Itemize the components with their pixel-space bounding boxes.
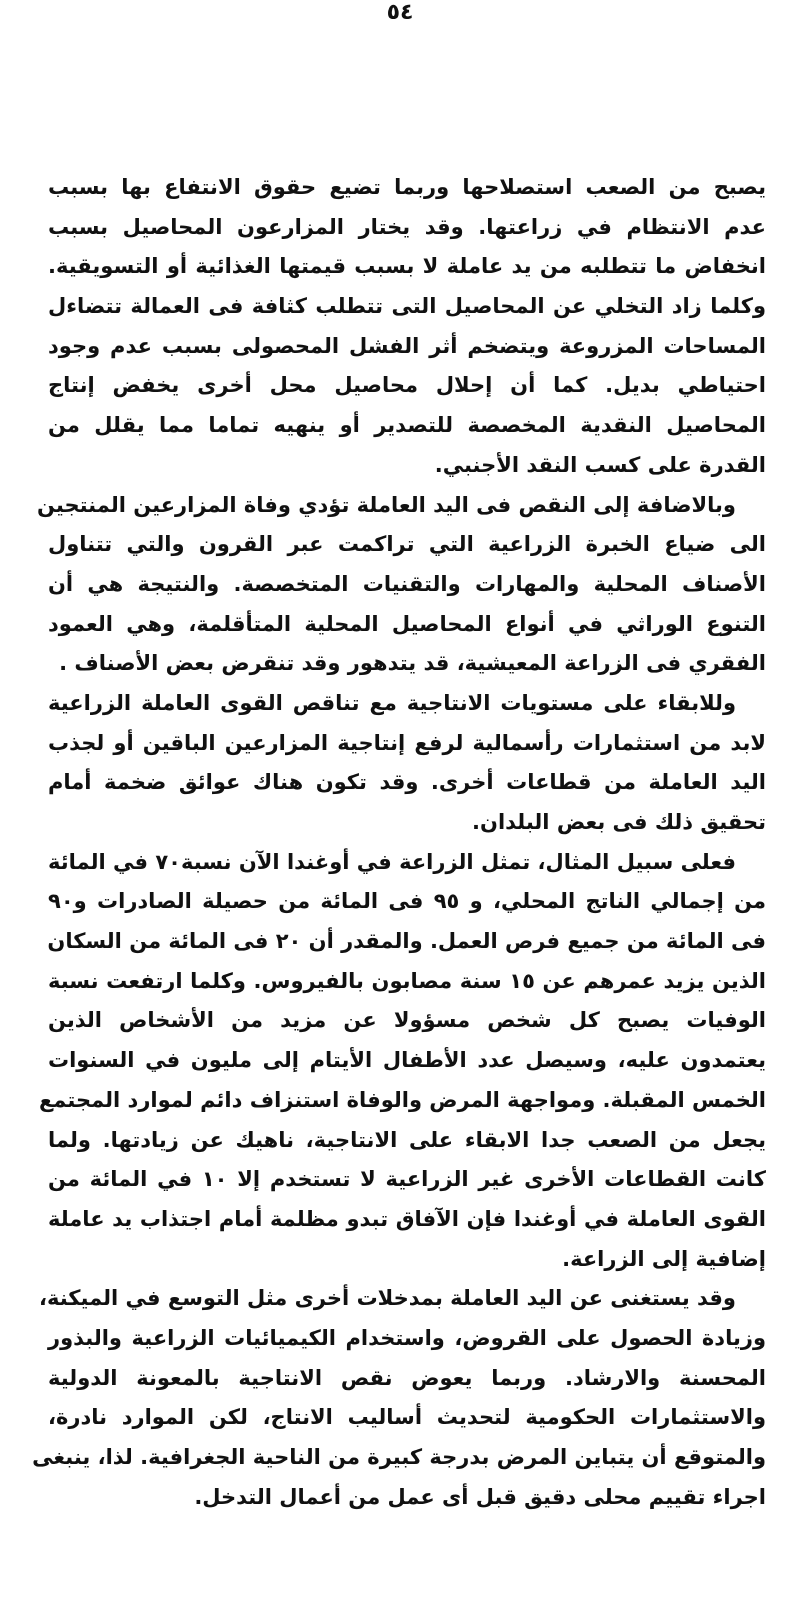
text-line: وبالاضافة إلى النقص فى اليد العاملة تؤدي وفاة المزارعين المنتجين (37, 492, 736, 517)
paragraph (32, 1279, 766, 1517)
text-line: يعتمدون عليه، وسيصل عدد الأطفال الأيتام إلى مليون في السنوات (48, 1048, 766, 1073)
paragraph (38, 843, 766, 1280)
text-line: يصبح من الصعب استصلاحها وربما تضيع حقوق الانتفاع بها بسبب (48, 175, 766, 199)
text-line: الى ضياع الخبرة الزراعية التي تراكمت عبر القرون والتي تتناول (48, 532, 766, 557)
paragraph (37, 486, 766, 684)
text-line: وللابقاء على مستويات الانتاجية مع تناقص القوى العاملة الزراعية (48, 690, 736, 715)
paragraph (48, 168, 766, 486)
text-line: فى المائة من جميع فرص العمل. والمقدر أن ٢٠ فى المائة من السكان (47, 929, 766, 954)
text-line: المحاصيل النقدية المخصصة للتصدير أو ينهيه تماما مما يقلل من (48, 413, 766, 438)
text-line: فعلى سبيل المثال، تمثل الزراعة في أوغندا الآن نسبة٧٠ في المائة (48, 849, 736, 874)
text-line: التنوع الوراثي في أنواع المحاصيل المحلية المتأقلمة، وهي العمود (48, 611, 766, 636)
text-line: انخفاض ما تتطلبه من يد عاملة لا بسبب قيمتها الغذائية أو التسويقية. (48, 254, 766, 279)
text-line: والمتوقع أن يتباين المرض بدرجة كبيرة من الناحية الجغرافية. لذا، ينبغى (32, 1445, 766, 1469)
text-line: الخمس المقبلة. ومواجهة المرض والوفاة استنزاف دائم لموارد المجتمع (38, 1087, 766, 1112)
text-line: الأصناف المحلية والمهارات والتقنيات المتخصصة. والنتيجة هي أن (48, 571, 766, 596)
text-line: عدم الانتظام في زراعتها. وقد يختار المزارعون المحاصيل بسبب (48, 214, 766, 239)
text-line: وقد يستغنى عن اليد العاملة بمدخلات أخرى مثل التوسع في الميكنة، (39, 1286, 736, 1311)
text-line: الوفيات يصبح كل شخص مسؤولا عن مزيد من الأشخاص الذين (48, 1008, 766, 1033)
text-line: الفقري فى الزراعة المعيشية، قد يتدهور وقد تنقرض بعض الأصناف . (59, 651, 766, 676)
text-line: يجعل من الصعب جدا الابقاء على الانتاجية، ناهيك عن زيادتها. ولما (48, 1127, 766, 1152)
text-line: من إجمالي الناتج المحلي، و ٩٥ فى المائة من حصيلة الصادرات و٩٠ (48, 889, 766, 914)
text-line: وكلما زاد التخلي عن المحاصيل التى تتطلب كثافة فى العمالة تتضاءل (48, 294, 766, 319)
text-line: اليد العاملة من قطاعات أخرى. وقد تكون هناك عوائق ضخمة أمام (48, 770, 766, 795)
text-line: احتياطي بديل. كما أن إحلال محاصيل محل أخرى يخفض إنتاج (48, 373, 766, 398)
text-line: والاستثمارات الحكومية لتحديث أساليب الانتاج، لكن الموارد نادرة، (48, 1405, 766, 1430)
text-line: القوى العاملة في أوغندا فإن الآفاق تبدو مظلمة أمام اجتذاب يد عاملة (48, 1206, 766, 1231)
text-line: تحقيق ذلك فى بعض البلدان. (472, 810, 766, 834)
text-line: الذين يزيد عمرهم عن ١٥ سنة مصابون بالفيروس. وكلما ارتفعت نسبة (48, 968, 766, 993)
text-line: اجراء تقييم محلى دقيق قبل أى عمل من أعمال التدخل. (194, 1484, 766, 1509)
text-line: المحسنة والارشاد. وربما يعوض نقص الانتاجية بالمعونة الدولية (48, 1365, 766, 1390)
text-line: المساحات المزروعة ويتضخم أثر الفشل المحصولى بسبب عدم وجود (48, 333, 766, 358)
text-line: القدرة على كسب النقد الأجنبي. (434, 452, 766, 477)
text-line: إضافية إلى الزراعة. (562, 1246, 766, 1271)
page-number: ٥٤ (386, 0, 414, 25)
paragraph (48, 684, 766, 843)
body-text (32, 168, 766, 1517)
text-line: وزيادة الحصول على القروض، واستخدام الكيميائيات الزراعية والبذور (48, 1325, 766, 1350)
text-line: كانت القطاعات الأخرى غير الزراعية لا تستخدم إلا ١٠ في المائة من (48, 1167, 766, 1192)
text-line: لابد من استثمارات رأسمالية لرفع إنتاجية المزارعين الباقين أو لجذب (48, 730, 766, 755)
